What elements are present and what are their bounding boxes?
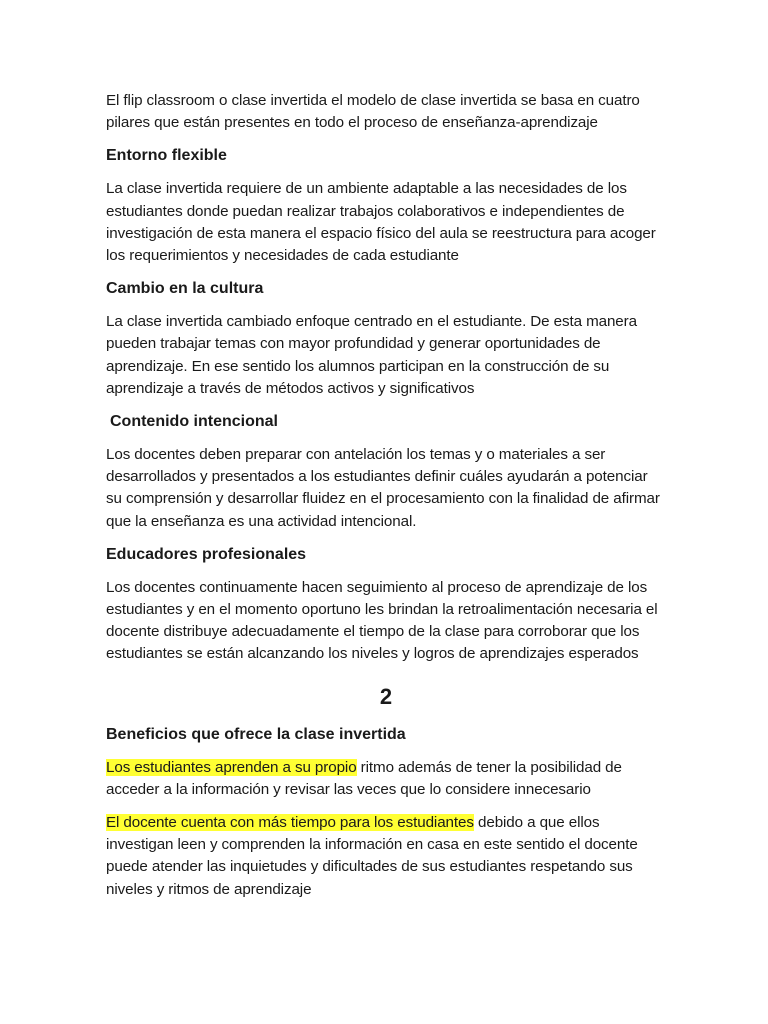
section-body-educadores-profesionales: Los docentes continuamente hacen seguimiento al proceso de aprendizaje de los estudiantes y en el momento oportuno les brindan la retroalimentación necesaria el docente distribuye adecuadamente el tiempo de la clase para corroborar que los estudiantes se están alcanzando los niveles y logros de aprendizajes esperados [106,578,658,663]
benefit-item [106,757,666,801]
document-page [106,90,666,912]
section-heading-educadores-profesionales: Educadores profesionales [106,545,307,563]
benefits-heading: Beneficios que ofrece la clase invertida [106,725,406,743]
highlighted-text: El docente cuenta con más tiempo para los estudiantes [106,814,474,832]
intro-paragraph: El flip classroom o clase invertida el modelo de clase invertida se basa en cuatro pilares que están presentes en todo el proceso de enseñanza-aprendizaje [106,92,640,132]
section-heading-entorno-flexible: Entorno flexible [106,147,227,165]
section-body-entorno-flexible: La clase invertida requiere de un ambiente adaptable a las necesidades de los estudiantes donde puedan realizar trabajos colaborativos e independientes de investigación de esta manera el espacio físico del aula se reestructura para acoger los requerimientos y necesidades de cada estudiante [106,180,656,265]
benefit-item [106,812,666,901]
section-body-contenido-intencional: Los docentes deben preparar con antelación los temas y o materiales a ser desarrollados y presentados a los estudiantes definir cuáles ayudarán a potenciar su comprensión y desarrollar fluidez en el procesamiento con la finalidad de afirmar que la enseñanza es una actividad intencional. [106,446,660,530]
section-heading-contenido-intencional: Contenido intencional [110,413,278,431]
benefit-text: debido a que ellos investigan leen y comprenden la información en casa en este sentido el docente puede atender las inquietudes y dificultades de sus estudiantes respetando sus niveles y ritmos de aprendizaje [106,814,638,898]
benefit-text: ritmo además de tener la posibilidad de acceder a la información y revisar las veces que lo considere innecesario [106,758,622,798]
page-number: 2 [379,683,393,709]
highlighted-text: Los estudiantes aprenden a su propio [106,758,357,776]
section-heading-cambio-cultura: Cambio en la cultura [106,280,264,298]
section-body-cambio-cultura: La clase invertida cambiado enfoque centrado en el estudiante. De esta manera pueden trabajar temas con mayor profundidad y generar oportunidades de aprendizaje. En ese sentido los alumnos participan en la construcción de su aprendizaje a través de métodos activos y significativos [106,313,637,397]
